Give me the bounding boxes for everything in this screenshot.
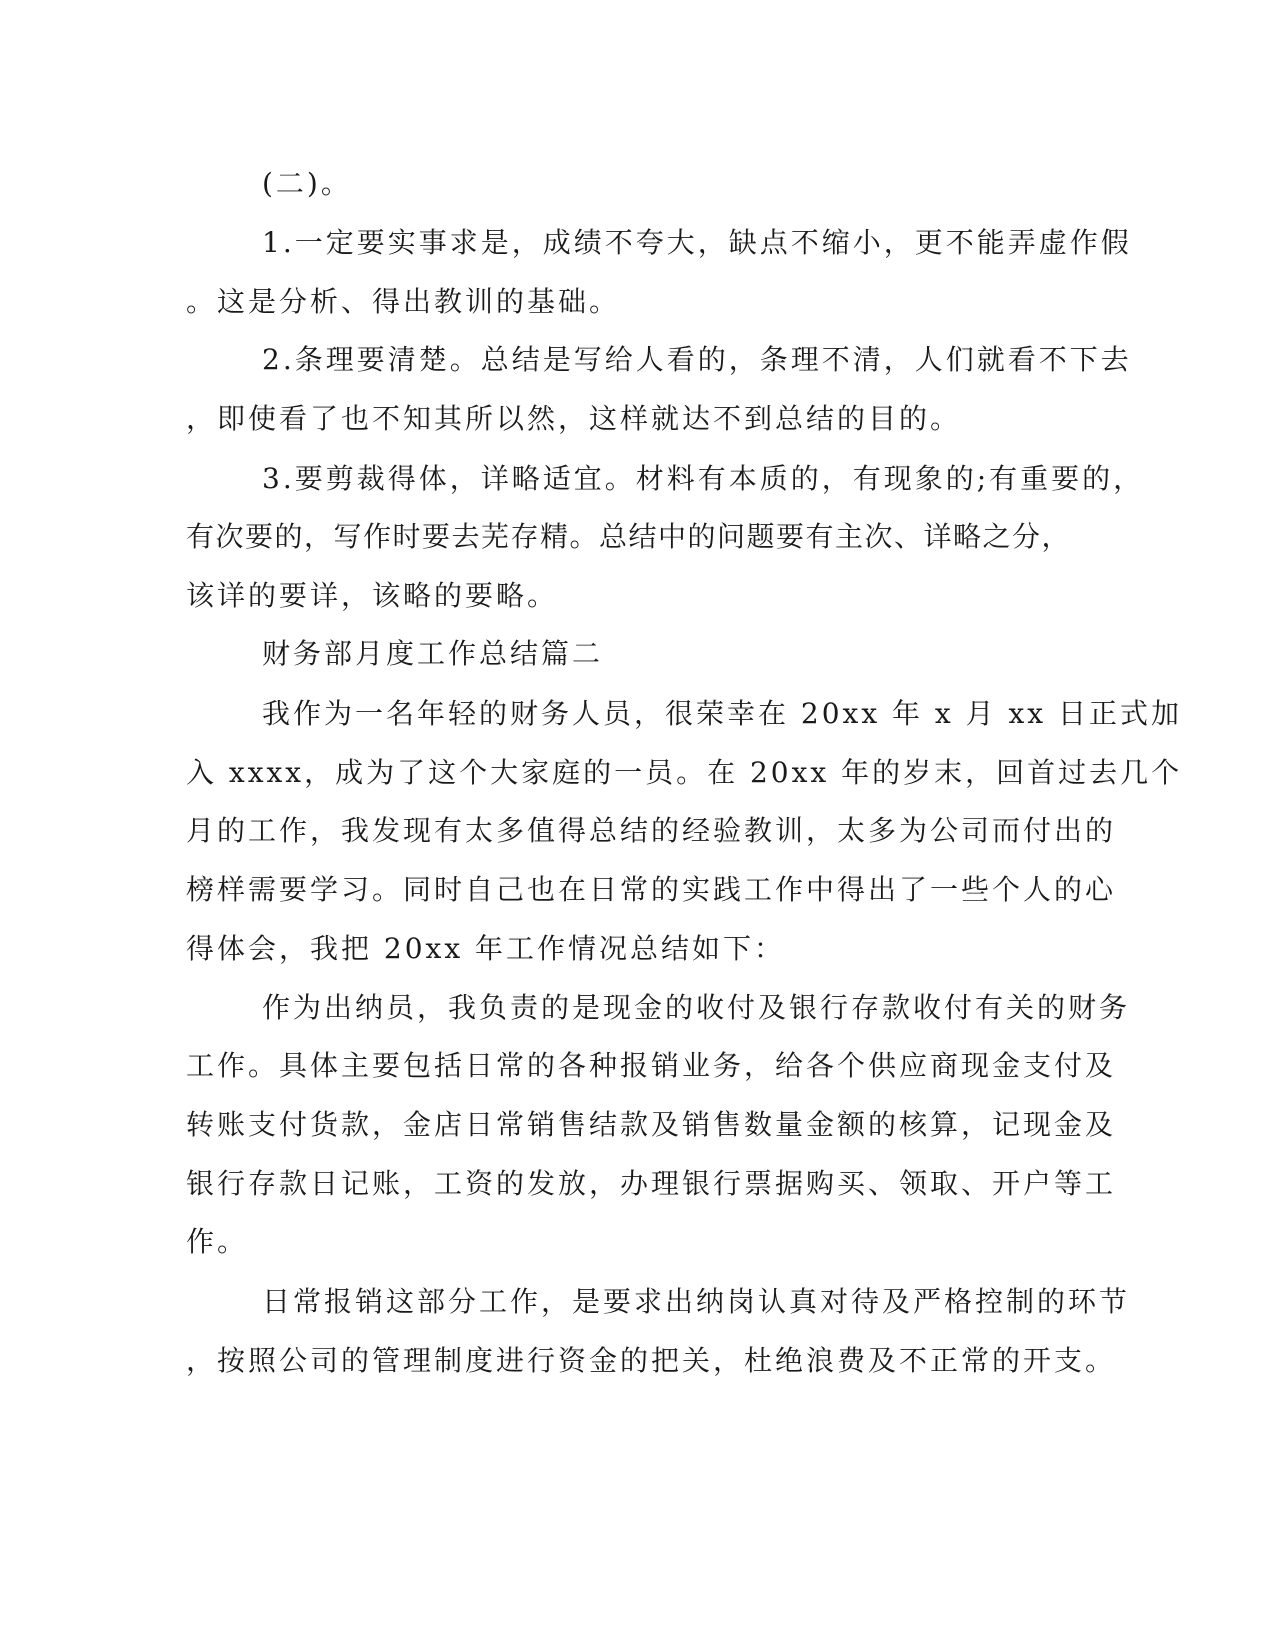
text-line: 作为出纳员，我负责的是现金的收付及银行存款收付有关的财务 — [262, 991, 1131, 1024]
text-line: (二)。 — [262, 167, 352, 200]
text-line: 工作。具体主要包括日常的各种报销业务，给各个供应商现金支付及 — [186, 1049, 1117, 1082]
text-line: 1.一定要实事求是，成绩不夸大，缺点不缩小，更不能弄虚作假 — [262, 226, 1132, 259]
text-line: 2.条理要清楚。总结是写给人看的，条理不清，人们就看不下去 — [262, 343, 1132, 376]
text-line: 。这是分析、得出教训的基础。 — [186, 285, 621, 318]
section-heading: 财务部月度工作总结篇二 — [262, 637, 604, 670]
text-line: 有次要的，写作时要去芜存精。总结中的问题要有主次、详略之分， — [186, 520, 1072, 553]
text-line: 该详的要详，该略的要略。 — [186, 579, 559, 612]
text-line: ，按照公司的管理制度进行资金的把关，杜绝浪费及不正常的开支。 — [186, 1344, 1117, 1377]
text-line: 榜样需要学习。同时自己也在日常的实践工作中得出了一些个人的心 — [186, 873, 1117, 906]
text-line: 入 xxxx，成为了这个大家庭的一员。在 20xx 年的岁末，回首过去几个 — [186, 756, 1183, 789]
text-line: 月的工作，我发现有太多值得总结的经验教训，太多为公司而付出的 — [186, 814, 1117, 847]
text-line: 转账支付货款，金店日常销售结款及销售数量金额的核算，记现金及 — [186, 1108, 1117, 1141]
text-line: ，即使看了也不知其所以然，这样就达不到总结的目的。 — [186, 402, 962, 435]
text-line: 3.要剪裁得体，详略适宜。材料有本质的，有现象的;有重要的， — [262, 462, 1145, 495]
text-line: 银行存款日记账，工资的发放，办理银行票据购买、领取、开户等工 — [186, 1167, 1117, 1200]
text-line: 得体会，我把 20xx 年工作情况总结如下： — [186, 932, 786, 965]
text-line: 日常报销这部分工作，是要求出纳岗认真对待及严格控制的环节 — [262, 1285, 1131, 1318]
text-line: 作。 — [186, 1225, 249, 1258]
text-line: 我作为一名年轻的财务人员，很荣幸在 20xx 年 x 月 xx 日正式加 — [262, 697, 1182, 730]
